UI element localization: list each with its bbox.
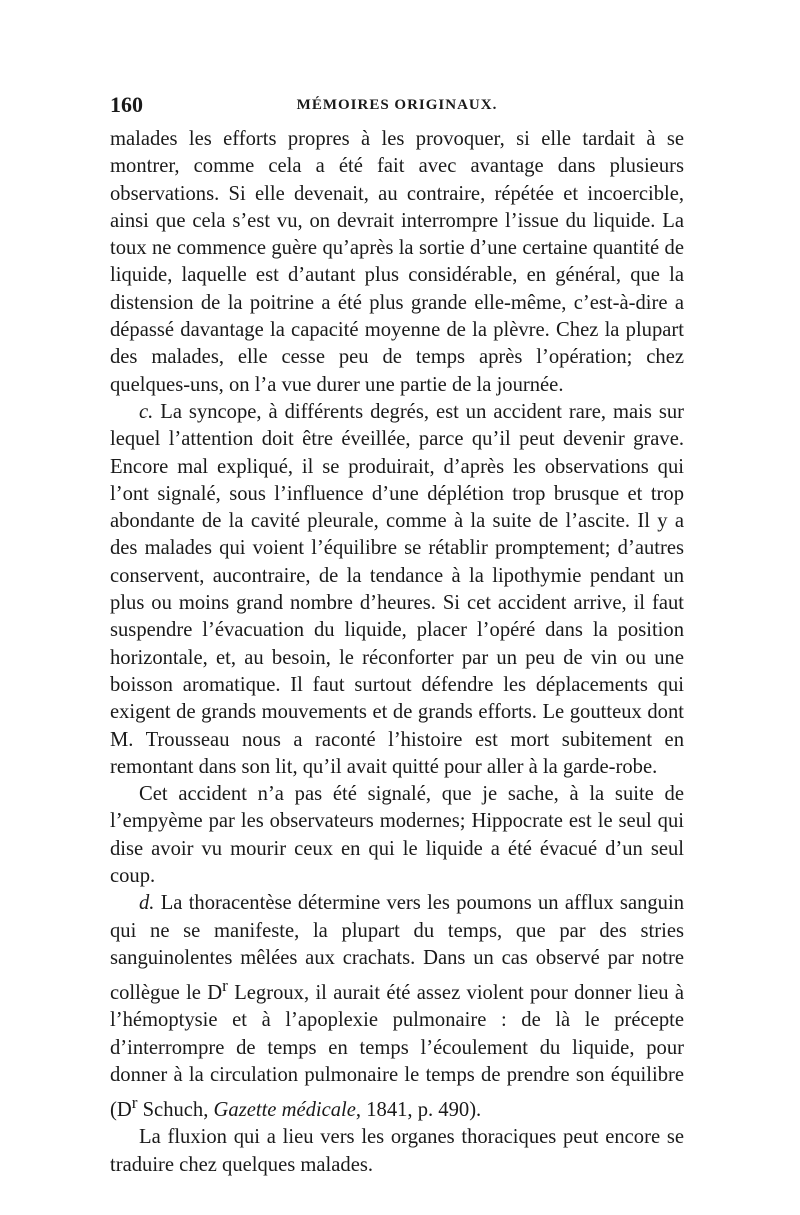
reference-details: , 1841, p. 490). — [355, 1099, 482, 1122]
body-text — [110, 126, 684, 1179]
superscript: r — [131, 1093, 138, 1113]
superscript: r — [222, 976, 228, 996]
section-label: d. — [139, 892, 155, 915]
page-number: 160 — [110, 92, 143, 117]
paragraph-text: La fluxion qui a lieu vers les organes thoraciques peut encore se traduire chez quelques malades. — [110, 1126, 684, 1176]
paragraph-text: Legroux, il aurait été assez violent pour donner lieu à l’hémoptysie et à l’apoplexie pulmonaire : de là le précepte d’interrompre de temps en temps l’écoulement du liquide, pour donner à la circulation pulmonaire le temps de prendre son équilibre (D — [110, 982, 684, 1122]
paragraph-text: Cet accident n’a pas été signalé, que je sache, à la suite de l’empyème par les observateurs modernes; Hippocrate est le seul qui dise avoir vu mourir ceux en qui le liquide a été évacué d’un seul coup. — [110, 783, 684, 888]
book-page — [110, 92, 684, 1179]
running-head: MÉMOIRES ORIGINAUX. — [296, 97, 498, 113]
reference-author: Schuch, — [137, 1099, 214, 1122]
paragraph-continuation — [110, 126, 684, 399]
paragraph-empyeme — [110, 781, 684, 890]
paragraph-afflux — [110, 890, 684, 1124]
section-label: c. — [139, 400, 154, 423]
journal-title: Gazette médicale — [213, 1099, 356, 1122]
paragraph-text: La thoracentèse détermine vers les poumons un afflux sanguin qui ne se manifeste, la plupart du temps, que par des stries sanguinolentes mêlées aux crachats. Dans un cas observé par notre collègue le D — [110, 892, 684, 1005]
page-header — [110, 92, 684, 126]
paragraph-text: malades les efforts propres à les provoquer, si elle tardait à se montrer, comme cela a été fait avec avantage dans plusieurs observations. Si elle devenait, au contraire, répétée et incoercible, ainsi que cela s’est vu, on devrait interrompre l’issue du liquide. La toux ne commence guère qu’après la sortie d’une certaine quantité de liquide, laquelle est d’autant plus considérable, en général, que la distension de la poitrine a été plus grande elle-même, c’est-à-dire a dépassé davantage la capacité moyenne de la plèvre. Chez la plupart des malades, elle cesse peu de temps après l’opération; chez quelques-uns, on l’a vue durer une partie de la journée. — [110, 128, 684, 396]
paragraph-syncope — [110, 399, 684, 781]
paragraph-fluxion — [110, 1124, 684, 1179]
paragraph-text: La syncope, à différents degrés, est un accident rare, mais sur lequel l’attention doit être éveillée, parce qu’il peut devenir grave. Encore mal expliqué, il se produirait, d’après les observations qui l’ont signalé, sous l’influence d’une déplétion trop brusque et trop abondante de la cavité pleurale, comme à la suite de l’ascite. Il y a des malades qui voient l’équilibre se rétablir promptement; d’autres conservent, aucontraire, de la tendance à la lipothymie pendant un plus ou moins grand nombre d’heures. Si cet accident arrive, il faut suspendre l’évacuation du liquide, placer l’opéré dans la position horizontale, et, au besoin, le réconforter par un peu de vin ou une boisson aromatique. Il faut surtout défendre les déplacements qui exigent de grands mouvements et de grands efforts. Le goutteux dont M. Trousseau nous a raconté l’histoire est mort subitement en remontant dans son lit, qu’il avait quitté pour aller à la garde-robe. — [110, 400, 684, 778]
